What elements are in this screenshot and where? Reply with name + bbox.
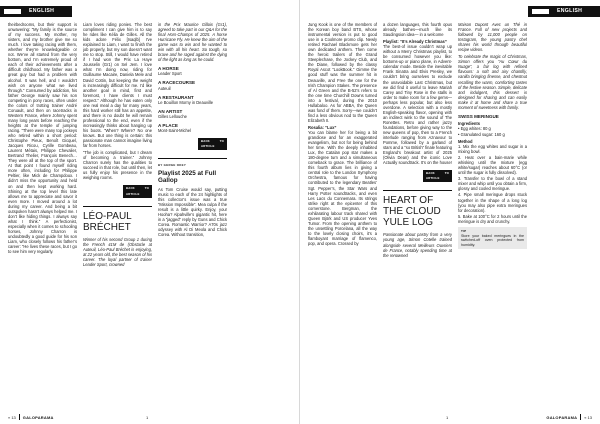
subsection-title: Rosalia: “Lux”: [308, 124, 337, 130]
footer-divider: [580, 414, 581, 420]
qa-value: Mont-Saint-Michel: [158, 127, 191, 133]
qa-value: Auteuil: [158, 85, 171, 91]
qa-value: Gilles Lellouche: [158, 113, 187, 119]
tip-text: Store your baked meringues in the switched-off oven protected from humidity.: [461, 233, 524, 247]
right-column-3: [458, 22, 527, 404]
ingredient-item: • Granulated sugar: 160 g: [458, 131, 505, 137]
body-paragraph: You can blame her for being a bit grandiose and for an exaggerated evangelism, but not for being behind her time. With the deeply inhabited Lux, the Catalan pop star makes a 180-degree turn and a simultaneous comeback to grace. The brilliance of this fourth album lies in giving a central role to the London Symphony Orchestra, famous for having contributed to the legendary Beatles’ Sgt. Pepper’s, the Star Wars and Harry Potter soundtracks, and even Les Lacs du Connemara. Its strings strike right at the epicenter of this cornerstone. Bergman, the exhilarating labour track shared with Queen Björk and US producer Yves Tumor. From the opening anthem to the unsettling Porcelana, all the way to the lovely closing choirs, it’s a flamboyant marriage of flamenco, pop, and opera. Crossed by: [308, 129, 377, 247]
qa-value: Le Bouillon Morny in Deauville: [158, 99, 214, 105]
magazine-brand: GALOPARAMA: [546, 414, 578, 420]
back-to-article-button[interactable]: BACK TO ARTICLE: [123, 185, 152, 197]
left-column-2: [83, 22, 152, 404]
page-footer-mid-left: [146, 415, 148, 420]
right-column-2: [383, 22, 452, 404]
qa-label: AN ARTIST: [158, 108, 183, 114]
back-to-article-button[interactable]: BACK TO ARTICLE: [198, 138, 227, 150]
body-paragraph: Liam loves riding ponies. The best compliment I can give him is to say he rides like Kélia de Gilles. All the kids adore Félix [Isaqlb] I’ve explained to Liam, I want to finish the job properly, but my son doesn’t want me to stop. Still, I would have retired if I had won the Prix La Haye Jousselin (Gr1) on Sel Jem. I love what I’m doing now, riding for Guillaume Macaire, Daniela Mele and David Cottin, but keeping the weight is increasingly difficult for me. I’d like another goal in mind, first and foremost, I have clients I must respect.” Although he has eaten only one real meal a day for many years, this hard worker still has an appetite, and there is no doubt he will remain professional to the end, even if the increasingly thinks about hanging up his boots. “When? Where? No one knows. But one thing is certain: this passionate man cannot imagine living far from horses.: [83, 22, 152, 149]
page-number: « 13: [584, 414, 592, 420]
folio-mark: 1: [146, 415, 149, 420]
section-header-right: [528, 6, 600, 25]
method-step: 3. Transfer to the bowl of a stand mixer and whip until you obtain a firm, glossy and cooled meringue.: [458, 176, 527, 192]
method-step: 1. Mix the egg whites and sugar in a mixing bowl.: [458, 144, 527, 155]
qa-label: A PLACE: [158, 122, 178, 128]
ingredients-title: Ingredients: [458, 120, 481, 126]
recipe-title: SWISS MERINGUE: [458, 113, 499, 119]
section-square-icon: [4, 9, 21, 14]
body-paragraph: The best-of issue couldn’t wrap up without a Merry Christmas playlist, to be consumed however you like: bottoms-up or piano plane, in Advent-calendar mode. Beside the inevitable Frank Sinatra and Elvis Presley, we couldn’t bring ourselves to exclude the unavoidable Last Christmas, but we did find it useful to leave Mariah Carey and Tiny Rose in the stalls in order to make room for a few gems—perhaps less popular, but also less overdone. A selection with a mostly English-speaking flavor, opening with an indirect wink to the sound of The Ronettes. Retro and rather jazzy foundations, before giving way to the new queens of pop, then to a French interlude ranging from Aznavour to Pomme, followed by a garland of stars and a “so British” finale featuring England’s breakout artist of 2025 (Olivia Dean) and the iconic Love Actually soundtrack. It’s on the house!: [383, 44, 452, 166]
tip-box: [458, 227, 527, 249]
article-intro-continued: Maison Dupont Avec un Thé in France. Full of new projects and followed by 11,000 people on Instagram, the young pastry chef shares his world through beautiful recipe videos.: [458, 22, 527, 53]
qa-label: A RESTAURANT: [158, 94, 194, 100]
body-paragraph: As Tom Cruise would say, putting music to each of the 24 highlights of this collector’s issue was a true “Mission Impossible”. Mea culpa if the result is a little quirky. Enjoy, your Hooha? Alpahville’s gigantic hit, here in a “jagged” reply by Guns and Chick Corea. Romantic Warrior? A70s jazz odyssey with Al Di Meola and Chick Corea. Without transition,: [158, 186, 227, 238]
right-page: [300, 0, 600, 424]
method-step: 2. Heat over a bain-marie while whisking until the mixture (egg white/sugar) reaches about 60°C (or until the sugar is fully dissolved).: [458, 155, 527, 176]
section-header-label: ENGLISH TEXTS: [528, 8, 583, 25]
page-footer-mid-right: [446, 415, 448, 420]
page-number: « 13: [8, 414, 16, 420]
page-footer-left: [8, 414, 54, 420]
method-step: 4. Pipe small meringue drops stuck together in the shape of a long log (you may also pipe extra meringues for decoration).: [458, 192, 527, 213]
tip-label: TIP: [461, 228, 467, 233]
left-column-1: [8, 22, 77, 404]
article-intro: Winner of his second Group 1 during the French 41M de (Obstacle at Auteuil, Léo-Paul Bréchet is enjoying, at 22 years old, the best season of his career. The loyal partner of trainer Leader Sport, crowned: [83, 236, 152, 267]
ingredient-item: • Egg whites: 80 g: [458, 125, 491, 131]
subsection-title: Playlist: “It’s Already Christmas”: [383, 39, 447, 45]
qa-label: A RACECOURSE: [158, 80, 196, 86]
qa-label: A HORSE: [158, 66, 179, 72]
qa-value: Leader Sport: [158, 71, 182, 77]
body-paragraph: To celebrate the magic of Christmas, Simon offers you “Au Cœur du Nuage”, a fair log with refined flavours: a soft and airy chantilly, vanilla bringing finesse, and chestnut recalling the warm, comforting tastes of the festive season. Simple, delicate and indulgent, this dessert is designed for sharing and can easily make it at home and share a true moment of sweetness with family.: [458, 54, 527, 110]
body-paragraph: Jung Kook is one of the members of the Korean boy band BTS, whose instrumental version is put to good use in a Coolmore promo clip. Newly retired Rachael Blackmore gets her own dedicated anthem. Then come the heroic trailers of the Grand Steeplechase, the Jockey Club, and the Diane, followed by the classy Royal Ascot “LookBook.” Gimme the good stuff was the summer hit in Deauville, and Free the one for the Irish Champion Stakes. The presence of Al Green and the B-52’s refers to the one time Churchill Downs turned into a festival, during the 2010 Hullabaloo. As for ABBA, the Queen was fond of them. Sorry—we couldn’t find a less obvious nod to the Queen Elizabeth II.: [308, 22, 377, 123]
right-column-1: [308, 22, 377, 404]
section-square-icon: [532, 9, 549, 14]
section-header-label: ENGLISH TEXTS: [0, 8, 55, 25]
page-footer-right: [546, 414, 592, 420]
article-title: LÉO-PAUL BRÉCHET: [83, 210, 132, 233]
body-paragraph: “The job is complicated, but I dream of becoming a trainer.” Johnny Charron surely has the qualities to succeed in that role, but until then, let us fully enjoy his presence in the weighing rooms.: [83, 150, 152, 181]
footer-divider: [19, 414, 20, 420]
section-divider: [158, 158, 227, 159]
method-title: Method: [458, 138, 473, 144]
section-header-left: [0, 6, 72, 25]
body-paragraph: a dozen languages, this fourth opus already bathes—much like its Saudingsion idea— in a welcome: [383, 22, 452, 38]
article-intro: Passionate about pastry from a very young age, Simon Cotelle trained alongside several Meilleurs Ouvriers de France, notably spending time at the renowned: [383, 232, 452, 258]
left-column-3: [158, 22, 227, 404]
article-title: HEART OF THE CLOUD YULE LOG: [383, 195, 441, 229]
back-to-article-button[interactable]: BACK TO ARTICLE: [423, 170, 452, 182]
section-divider: [383, 190, 452, 191]
section-divider: [83, 206, 152, 207]
byline: BY GERGE OKEY: [158, 162, 187, 167]
article-title: Playlist 2025 at Full Gallop: [158, 169, 217, 184]
folio-mark: 1: [446, 415, 449, 420]
method-step: 5. Bake at 100°C for 2 hours until the meringue is dry and crunchy.: [458, 213, 527, 224]
article-intro-continued: in the Prix Maurice Gillois (Gr1), agreed to take part in our Q&A for the final Hors-Champs of 2025. A horse Hurricane Fly. He knew the aim of the game was to win and he wanted to win with all his heart. So tough, so brave and he raged against the dying of the light as long as he could.: [158, 22, 227, 63]
body-paragraph: theirbedrooms, but their support is unwavering: “My family is the source of my success. My mother, my sisters, and my brother give me so much. I love taking racing with them, whether they’re knowledgeable or not. We’ve all started from the very bottom, and I’m extremely proud of each of their achievements after a difficult childhood. My father was a great guy but had a problem with alcohol. It was hell, and I wouldn’t wish on anyone what we lived through.” Consumed by addiction, his father George mainly saw his son competing in pony races, often under the colors of trotting trainer André Coruault, and then on racetracks in Western France, where Johnny spent many long years before reaching the heights at the temple of jumping racing. “There were many top jockeys who retired within a short period: Christophe Pieux, Benoît Gicquel, Jacques Ricou, Cyrille Gombeau, Laurent Métais, Philippe Chevalier, Bertrand Thelier, François Benech… They were all at the top of the sport. At that point I found myself riding more often, including for Philippe Peltier, like Mick de Champdoux. I didn’t miss the opportunity and held on and then kept working hard. Shining at the top level this late allows me to appreciate and savor it even more. I moved around a lot during my career. And being a bit outspoken hasn’t always helped me. I don’t like hiding things. I always say what I think.” A perfectionist, especially when it comes to schooling horses, Johnny Charron is undoubtedly a good guide for his son Liam, who closely follows his father’s career: “He lives these races, but I go to see him very regularly.: [8, 22, 77, 255]
magazine-brand: GALOPARAMA: [22, 414, 54, 420]
